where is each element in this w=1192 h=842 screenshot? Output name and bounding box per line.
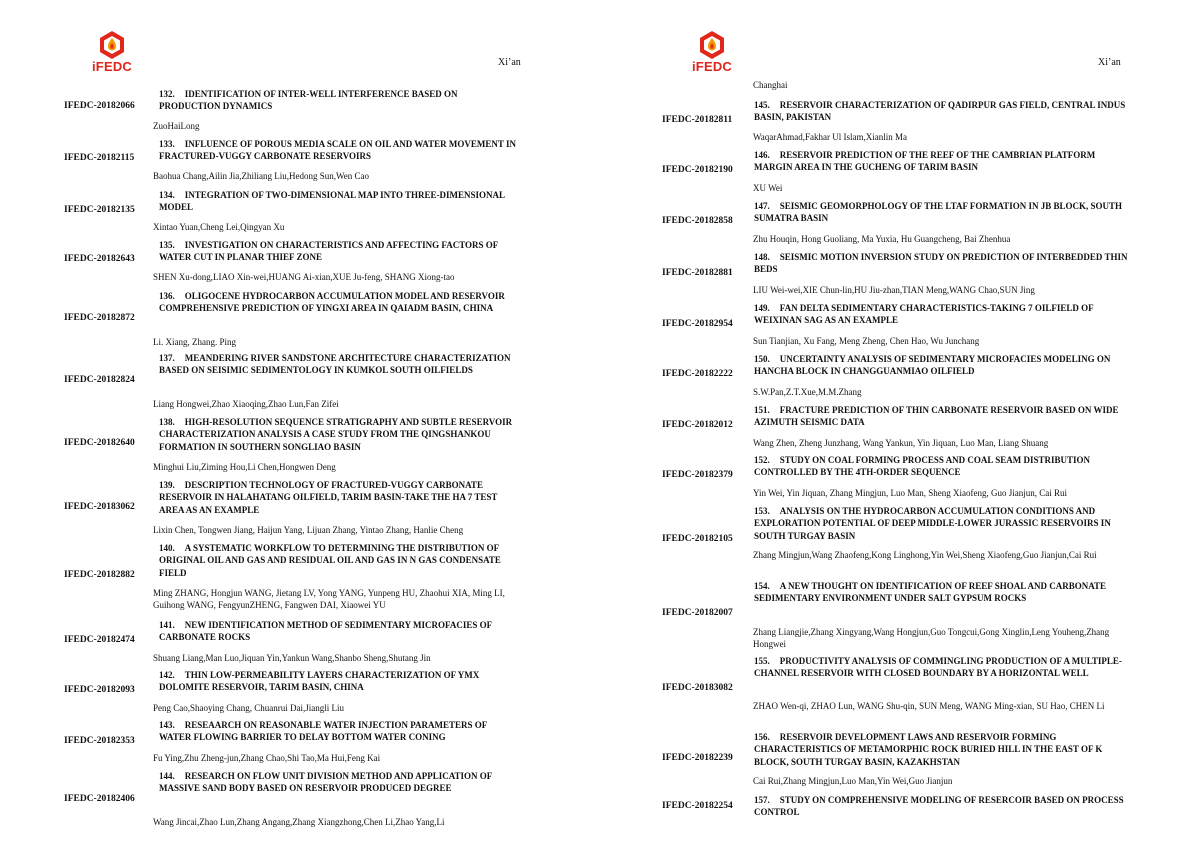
paper-title-text: IDENTIFICATION OF INTER-WELL INTERFERENCE BASED ON PRODUCTION DYNAMICS bbox=[159, 89, 458, 112]
paper-title bbox=[754, 655, 1134, 680]
ifedc-logo bbox=[682, 30, 742, 76]
paper-authors: Liang Hongwei,Zhao Xiaoqing,Zhao Lun,Fan Zifei bbox=[153, 399, 339, 409]
paper-title bbox=[754, 505, 1134, 542]
paper-code: IFEDC-20182012 bbox=[662, 420, 733, 430]
paper-code: IFEDC-20182093 bbox=[64, 685, 135, 695]
header-city: Xi’an bbox=[1098, 57, 1121, 68]
paper-code: IFEDC-20182872 bbox=[64, 313, 135, 323]
paper-title bbox=[159, 416, 519, 453]
paper-number: 150. bbox=[754, 354, 770, 364]
paper-title-text: FAN DELTA SEDIMENTARY CHARACTERISTICS-TAKING 7 OILFIELD OF WEIXINAN SAG AS AN EXAMPLE bbox=[754, 303, 1094, 326]
paper-title-text: STUDY ON COAL FORMING PROCESS AND COAL SEAM DISTRIBUTION CONTROLLED BY THE 4TH-ORDER SEQUENCE bbox=[754, 455, 1090, 478]
paper-title-text: A SYSTEMATIC WORKFLOW TO DETERMINING THE DISTRIBUTION OF ORIGINAL OIL AND GAS AND RESIDUAL OIL AND GAS IN N GAS CONDENSATE FIELD bbox=[159, 543, 501, 578]
paper-title bbox=[159, 542, 519, 579]
paper-number: 149. bbox=[754, 303, 770, 313]
flame-logo-icon bbox=[697, 30, 727, 60]
paper-title bbox=[754, 731, 1134, 768]
paper-number: 144. bbox=[159, 771, 175, 781]
paper-title bbox=[754, 200, 1134, 225]
ifedc-logo bbox=[82, 30, 142, 76]
paper-title bbox=[159, 189, 519, 214]
paper-title-text: FRACTURE PREDICTION OF THIN CARBONATE RESERVOIR BASED ON WIDE AZIMUTH SEISMIC DATA bbox=[754, 405, 1119, 428]
paper-number: 143. bbox=[159, 720, 175, 730]
paper-title bbox=[754, 454, 1134, 479]
paper-authors: Wang Jincai,Zhao Lun,Zhang Angang,Zhang Xiangzhong,Chen Li,Zhao Yang,Li bbox=[153, 817, 445, 827]
paper-code: IFEDC-20182640 bbox=[64, 438, 135, 448]
paper-authors: Minghui Liu,Ziming Hou,Li Chen,Hongwen Deng bbox=[153, 462, 336, 472]
paper-title-text: OLIGOCENE HYDROCARBON ACCUMULATION MODEL AND RESERVOIR COMPREHENSIVE PREDICTION OF YINGXI AREA IN QAIADM BASIN, CHINA bbox=[159, 291, 505, 314]
paper-code: IFEDC-20182066 bbox=[64, 101, 135, 111]
paper-number: 142. bbox=[159, 670, 175, 680]
paper-authors: Fu Ying,Zhu Zheng-jun,Zhang Chao,Shi Tao,Ma Hui,Feng Kai bbox=[153, 753, 381, 763]
paper-authors: Wang Zhen, Zheng Junzhang, Wang Yankun, Yin Jiquan, Luo Man, Liang Shuang bbox=[753, 438, 1049, 448]
paper-title-text: RESEAARCH ON REASONABLE WATER INJECTION PARAMETERS OF WATER FLOWING BARRIER TO DELAY BOTTOM WATER CONING bbox=[159, 720, 487, 743]
paper-title bbox=[754, 302, 1134, 327]
paper-number: 141. bbox=[159, 620, 175, 630]
paper-code: IFEDC-20182135 bbox=[64, 205, 135, 215]
paper-number: 133. bbox=[159, 139, 175, 149]
logo-wordmark: iFEDC bbox=[92, 59, 132, 74]
paper-authors: WaqarAhmad,Fakhar Ul Islam,Xianlin Ma bbox=[753, 132, 907, 142]
paper-code: IFEDC-20182353 bbox=[64, 736, 135, 746]
paper-title-text: THIN LOW-PERMEABILITY LAYERS CHARACTERIZATION OF YMX DOLOMITE RESERVOIR, TARIM BASIN, CHINA bbox=[159, 670, 480, 693]
paper-title-text: INTEGRATION OF TWO-DIMENSIONAL MAP INTO THREE-DIMENSIONAL MODEL bbox=[159, 190, 505, 213]
paper-number: 136. bbox=[159, 291, 175, 301]
paper-authors: Shuang Liang,Man Luo,Jiquan Yin,Yankun Wang,Shanbo Sheng,Shutang Jin bbox=[153, 653, 431, 663]
paper-title bbox=[159, 770, 519, 795]
paper-authors: Xintao Yuan,Cheng Lei,Qingyan Xu bbox=[153, 222, 285, 232]
paper-authors: Zhu Houqin, Hong Guoliang, Ma Yuxia, Hu Guangcheng, Bai Zhenhua bbox=[753, 234, 1011, 244]
logo-wordmark: iFEDC bbox=[692, 59, 732, 74]
paper-authors: Zhang Liangjie,Zhang Xingyang,Wang Hongjun,Guo Tongcui,Gong Xinglin,Leng Youheng,Zhang Hongwei bbox=[753, 627, 1110, 649]
paper-title bbox=[159, 479, 519, 516]
paper-number: 132. bbox=[159, 89, 175, 99]
paper-code: IFEDC-20182406 bbox=[64, 794, 135, 804]
right-page bbox=[596, 0, 1192, 842]
paper-title bbox=[754, 580, 1134, 605]
paper-authors: Zhang Mingjun,Wang Zhaofeng,Kong Linghong,Yin Wei,Sheng Xiaofeng,Guo Jianjun,Cai Rui bbox=[753, 550, 1097, 560]
paper-title-text: INFLUENCE OF POROUS MEDIA SCALE ON OIL AND WATER MOVEMENT IN FRACTURED-VUGGY CARBONATE RESERVOIRS bbox=[159, 139, 516, 162]
paper-code: IFEDC-20182811 bbox=[662, 115, 733, 125]
paper-title-text: SEISMIC MOTION INVERSION STUDY ON PREDICTION OF INTERBEDDED THIN BEDS bbox=[754, 252, 1128, 275]
paper-number: 156. bbox=[754, 732, 770, 742]
header-city: Xi’an bbox=[498, 57, 521, 68]
paper-title bbox=[159, 138, 519, 163]
paper-code: IFEDC-20183082 bbox=[662, 683, 733, 693]
paper-code: IFEDC-20182115 bbox=[64, 153, 135, 163]
paper-title-text: UNCERTAINTY ANALYSIS OF SEDIMENTARY MICROFACIES MODELING ON HANCHA BLOCK IN CHANGGUANMIAO OILFIELD bbox=[754, 354, 1111, 377]
paper-authors: S.W.Pan,Z.T.Xue,M.M.Zhang bbox=[753, 387, 862, 397]
paper-title-text: PRODUCTIVITY ANALYSIS OF COMMINGLING PRODUCTION OF A MULTIPLE-CHANNEL RESERVOIR WITH CLOSED BOUNDARY BY A HORIZONTAL WELL bbox=[754, 656, 1122, 679]
paper-authors: XU Wei bbox=[753, 183, 783, 193]
paper-authors: ZuoHaiLong bbox=[153, 121, 200, 131]
paper-title bbox=[754, 353, 1134, 378]
paper-code: IFEDC-20182643 bbox=[64, 254, 135, 264]
paper-code: IFEDC-20182858 bbox=[662, 216, 733, 226]
paper-number: 139. bbox=[159, 480, 175, 490]
paper-authors: Sun Tianjian, Xu Fang, Meng Zheng, Chen Hao, Wu Junchang bbox=[753, 336, 980, 346]
continued-authors: Changhai bbox=[753, 80, 788, 90]
paper-code: IFEDC-20182222 bbox=[662, 369, 733, 379]
paper-title-text: A NEW THOUGHT ON IDENTIFICATION OF REEF SHOAL AND CARBONATE SEDIMENTARY ENVIRONMENT UNDER SALT GYPSUM ROCKS bbox=[754, 581, 1107, 604]
paper-authors: ZHAO Wen-qi, ZHAO Lun, WANG Shu-qin, SUN Meng, WANG Ming-xian, SU Hao, CHEN Li bbox=[753, 701, 1105, 711]
paper-title bbox=[754, 404, 1134, 429]
paper-title-text: INVESTIGATION ON CHARACTERISTICS AND AFFECTING FACTORS OF WATER CUT IN PLANAR THIEF ZONE bbox=[159, 240, 498, 263]
paper-title-text: ANALYSIS ON THE HYDROCARBON ACCUMULATION CONDITIONS AND EXPLORATION POTENTIAL OF DEEP MIDDLE-LOWER JURASSIC RESERVOIRS IN SOUTH TURGAY BASIN bbox=[754, 506, 1111, 541]
paper-code: IFEDC-20182239 bbox=[662, 753, 733, 763]
paper-number: 152. bbox=[754, 455, 770, 465]
flame-logo-icon bbox=[97, 30, 127, 60]
paper-title bbox=[159, 88, 519, 113]
paper-code: IFEDC-20182954 bbox=[662, 319, 733, 329]
paper-title-text: DESCRIPTION TECHNOLOGY OF FRACTURED-VUGGY CARBONATE RESERVOIR IN HALAHATANG OILFIELD, TARIM BASIN-TAKE THE HA 7 TEST AREA AS AN EXAMPLE bbox=[159, 480, 498, 515]
paper-title-text: SEISMIC GEOMORPHOLOGY OF THE LTAF FORMATION IN JB BLOCK, SOUTH SUMATRA BASIN bbox=[754, 201, 1122, 224]
paper-title-text: RESERVOIR CHARACTERIZATION OF QADIRPUR GAS FIELD, CENTRAL INDUS BASIN, PAKISTAN bbox=[754, 100, 1126, 123]
paper-title bbox=[754, 251, 1134, 276]
paper-title bbox=[159, 719, 519, 744]
paper-title-text: RESEARCH ON FLOW UNIT DIVISION METHOD AND APPLICATION OF MASSIVE SAND BODY BASED ON RESERVOIR PRODUCED DEGREE bbox=[159, 771, 492, 794]
paper-code: IFEDC-20182379 bbox=[662, 470, 733, 480]
paper-title bbox=[754, 99, 1134, 124]
paper-code: IFEDC-20182882 bbox=[64, 570, 135, 580]
paper-title-text: HIGH-RESOLUTION SEQUENCE STRATIGRAPHY AND SUBTLE RESERVOIR CHARACTERIZATION ANALYSIS A CASE STUDY FROM THE QINGSHANKOU FORMATION IN SOUTHERN SONGLIAO BASIN bbox=[159, 417, 513, 452]
paper-code: IFEDC-20182824 bbox=[64, 375, 135, 385]
paper-number: 153. bbox=[754, 506, 770, 516]
paper-code: IFEDC-20182190 bbox=[662, 165, 733, 175]
paper-title bbox=[754, 794, 1134, 819]
paper-authors: SHEN Xu-dong,LIAO Xin-wei,HUANG Ai-xian,XUE Ju-feng, SHANG Xiong-tao bbox=[153, 272, 455, 282]
paper-title bbox=[159, 352, 519, 377]
paper-code: IFEDC-20182254 bbox=[662, 801, 733, 811]
paper-number: 154. bbox=[754, 581, 770, 591]
paper-title bbox=[159, 290, 519, 315]
paper-title bbox=[159, 669, 519, 694]
paper-code: IFEDC-20182881 bbox=[662, 268, 733, 278]
paper-number: 145. bbox=[754, 100, 770, 110]
paper-authors: Cai Rui,Zhang Mingjun,Luo Man,Yin Wei,Guo Jianjun bbox=[753, 776, 953, 786]
paper-title bbox=[159, 619, 519, 644]
paper-authors: Peng Cao,Shaoying Chang, Chuanrui Dai,Jiangli Liu bbox=[153, 703, 344, 713]
paper-title-text: RESERVOIR PREDICTION OF THE REEF OF THE CAMBRIAN PLATFORM MARGIN AREA IN THE GUCHENG OF TARIM BASIN bbox=[754, 150, 1096, 173]
paper-title bbox=[754, 149, 1134, 174]
paper-authors: Li. Xiang, Zhang. Ping bbox=[153, 337, 236, 347]
paper-authors: Ming ZHANG, Hongjun WANG, Jietang LV, Yong YANG, Yunpeng HU, Zhaohui XIA, Ming LI, Guihong WANG, FengyunZHENG, Fangwen DAI, Xiaowei YU bbox=[153, 588, 505, 610]
paper-number: 155. bbox=[754, 656, 770, 666]
paper-authors: LIU Wei-wei,XIE Chun-lin,HU Jiu-zhan,TIAN Meng,WANG Chao,SUN Jing bbox=[753, 285, 1035, 295]
paper-code: IFEDC-20183062 bbox=[64, 502, 135, 512]
paper-authors: Yin Wei, Yin Jiquan, Zhang Mingjun, Luo Man, Sheng Xiaofeng, Guo Jianjun, Cai Rui bbox=[753, 488, 1068, 498]
paper-title bbox=[159, 239, 519, 264]
paper-number: 146. bbox=[754, 150, 770, 160]
paper-number: 138. bbox=[159, 417, 175, 427]
paper-code: IFEDC-20182474 bbox=[64, 635, 135, 645]
paper-title-text: NEW IDENTIFICATION METHOD OF SEDIMENTARY MICROFACIES OF CARBONATE ROCKS bbox=[159, 620, 492, 643]
paper-number: 137. bbox=[159, 353, 175, 363]
paper-title-text: STUDY ON COMPREHENSIVE MODELING OF RESERCOIR BASED ON PROCESS CONTROL bbox=[754, 795, 1124, 818]
paper-title-text: RESERVOIR DEVELOPMENT LAWS AND RESERVOIR FORMING CHARACTERISTICS OF METAMORPHIC ROCK BURIED HILL IN THE EAST OF K BLOCK, SOUTH TURGAY BASIN, KAZAKHSTAN bbox=[754, 732, 1103, 767]
paper-number: 140. bbox=[159, 543, 175, 553]
paper-authors: Lixin Chen, Tongwen Jiang, Haijun Yang, Lijuan Zhang, Yintao Zhang, Hanlie Cheng bbox=[153, 525, 464, 535]
paper-title-text: MEANDERING RIVER SANDSTONE ARCHITECTURE CHARACTERIZATION BASED ON SEISIMIC SEDIMENTOLOGY IN KUMKOL SOUTH OILFIELDS bbox=[159, 353, 511, 376]
paper-number: 134. bbox=[159, 190, 175, 200]
paper-code: IFEDC-20182007 bbox=[662, 608, 733, 618]
paper-number: 135. bbox=[159, 240, 175, 250]
paper-code: IFEDC-20182105 bbox=[662, 534, 733, 544]
paper-number: 157. bbox=[754, 795, 770, 805]
paper-number: 148. bbox=[754, 252, 770, 262]
paper-authors: Baohua Chang,Ailin Jia,Zhiliang Liu,Hedong Sun,Wen Cao bbox=[153, 171, 369, 181]
paper-number: 151. bbox=[754, 405, 770, 415]
paper-number: 147. bbox=[754, 201, 770, 211]
